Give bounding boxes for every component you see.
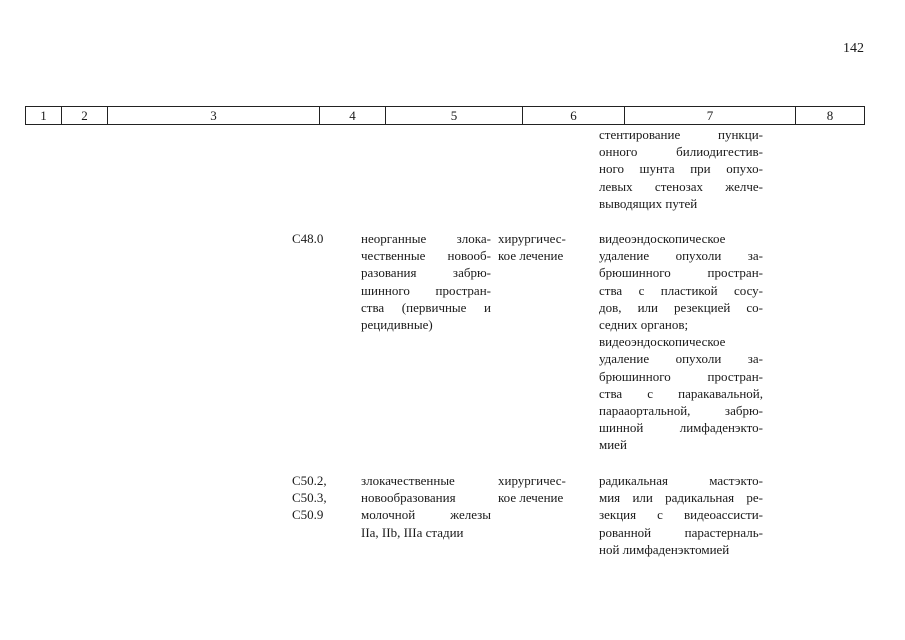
text-line: выводящих путей	[599, 195, 698, 211]
row-2-diagnosis	[361, 472, 491, 541]
column-number-1: 1	[26, 107, 62, 125]
text-line: новообразования	[361, 490, 456, 506]
text-line: мия или радикальная ре-	[599, 490, 763, 506]
text-line: ного шунта при опухо-	[599, 161, 763, 177]
column-number-3: 3	[108, 107, 320, 125]
text-line: ства с пластикой сосу-	[599, 282, 763, 298]
text-line: ства с паракавальной,	[599, 385, 763, 401]
column-number-7: 7	[625, 107, 796, 125]
text-line: видеоэндоскопическое	[599, 231, 726, 246]
column-number-4: 4	[320, 107, 386, 125]
column-number-8: 8	[796, 107, 865, 125]
row-1-method	[599, 230, 763, 454]
text-line: парааортальной, забрю-	[599, 403, 763, 419]
text-line: неорганные злока-	[361, 231, 491, 246]
column-header-table	[25, 106, 865, 125]
text-line: седних органов;	[599, 317, 689, 333]
text-line: разования забрю-	[361, 265, 491, 281]
text-line: шинной лимфаденэкто-	[599, 420, 763, 436]
text-line: стентирование пункци-	[599, 127, 763, 142]
column-number-row	[26, 107, 865, 125]
row-2-code	[292, 472, 342, 524]
text-line: C50.3,	[292, 490, 327, 506]
text-line: кое лечение	[498, 490, 564, 506]
text-line: хирургичес-	[498, 473, 566, 488]
row-1-diagnosis	[361, 230, 491, 333]
text-line: ной лимфаденэктомией	[599, 541, 730, 557]
text-line: дов, или резекцией со-	[599, 299, 763, 315]
text-line: видеоэндоскопическое	[599, 334, 726, 350]
text-line: удаление опухоли за-	[599, 248, 763, 264]
row-1-code	[292, 230, 342, 247]
text-line: брюшинного простран-	[599, 265, 763, 281]
column-number-6: 6	[523, 107, 625, 125]
column-number-2: 2	[62, 107, 108, 125]
text-line: кое лечение	[498, 248, 564, 264]
text-line: злокачественные	[361, 473, 455, 488]
row-2-method	[599, 472, 763, 558]
text-line: левых стенозах желче-	[599, 178, 763, 194]
continuation-method-text	[599, 126, 763, 212]
text-line: рецидивные)	[361, 317, 433, 333]
text-line: хирургичес-	[498, 231, 566, 246]
text-line: рованной парастерналь-	[599, 524, 763, 540]
column-number-5: 5	[386, 107, 523, 125]
page-number: 142	[843, 41, 864, 56]
text-line: мией	[599, 437, 627, 453]
text-line: зекция с видеоассисти-	[599, 507, 763, 523]
text-line: онного билиодигестив-	[599, 144, 763, 160]
text-line: радикальная мастэкто-	[599, 473, 763, 488]
text-line: молочной железы	[361, 507, 491, 523]
text-line: ства (первичные и	[361, 299, 491, 315]
text-line: шинного простран-	[361, 282, 491, 298]
text-line: удаление опухоли за-	[599, 351, 763, 367]
text-line: IIa, IIb, IIIa стадии	[361, 524, 464, 540]
text-line: C48.0	[292, 231, 324, 246]
text-line: C50.2,	[292, 473, 327, 488]
row-2-treatment	[498, 472, 578, 506]
text-line: брюшинного простран-	[599, 368, 763, 384]
text-line: чественные новооб-	[361, 248, 491, 264]
row-1-treatment	[498, 230, 578, 264]
text-line: C50.9	[292, 507, 324, 523]
